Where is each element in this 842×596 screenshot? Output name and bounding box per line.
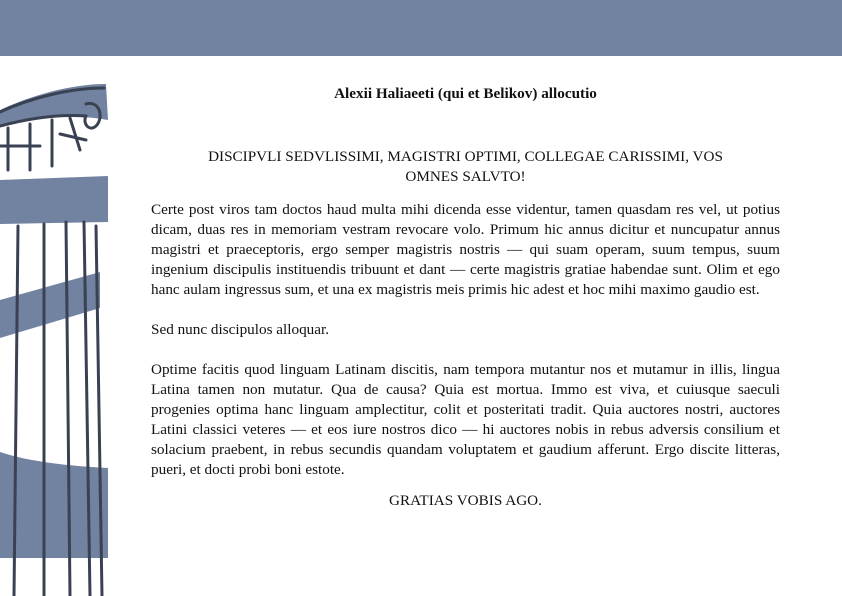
paragraph-3: Optime facitis quod linguam Latinam discitis, nam tempora mutantur nos et mutamur in illis, lingua Latina tamen non mutatur. Qua de causa? Quia est mortua. Immo est viva, et cuiusque saeculi progenies optima hanc linguam amplectitur, colit et posteritati tradit. Quia auctores nostri, auctores Latini classici veteres — et eos iure nostros dico — hi auctores nobis in rebus adversis consilium et solacium praebent, in rebus secundis quandam voluptatem et gaudium afferunt. Ergo discite litteras, pueri, et docti probi boni estote.: [151, 361, 780, 478]
paragraph-1: Certe post viros tam doctos haud multa mihi dicenda esse videntur, tamen quasdam res vel, ut potius dicam, duas res in memoriam vestram revocare volo. Primum hic annus dicitur et nuncupatur annus magistri et praeceptoris, ergo semper magistris nostris — qui suam operam, suum tempus, suum ingenium discipulis instituendis tribuunt et dant — certe magistris gratiae habendae sunt. Olim et ego hanc aulam ingressus sum, et una ex magistris meis primis hic adest et hoc mihi maximo gaudio est.: [151, 201, 780, 298]
paragraph-2: Sed nunc discipulos alloquar.: [151, 321, 330, 338]
column-abacus-band: [0, 176, 108, 224]
salutation-line: DISCIPVLI SEDVLISSIMI, MAGISTRI OPTIMI, COLLEGAE CARISSIMI, VOS OMNES SALVTO!: [208, 148, 723, 185]
speech-document: [151, 84, 780, 526]
closing-line: GRATIAS VOBIS AGO.: [389, 492, 542, 509]
header-band: [0, 0, 842, 56]
ionic-column-illustration: [0, 56, 120, 596]
document-title: Alexii Haliaeeti (qui et Belikov) allocutio: [334, 85, 597, 102]
